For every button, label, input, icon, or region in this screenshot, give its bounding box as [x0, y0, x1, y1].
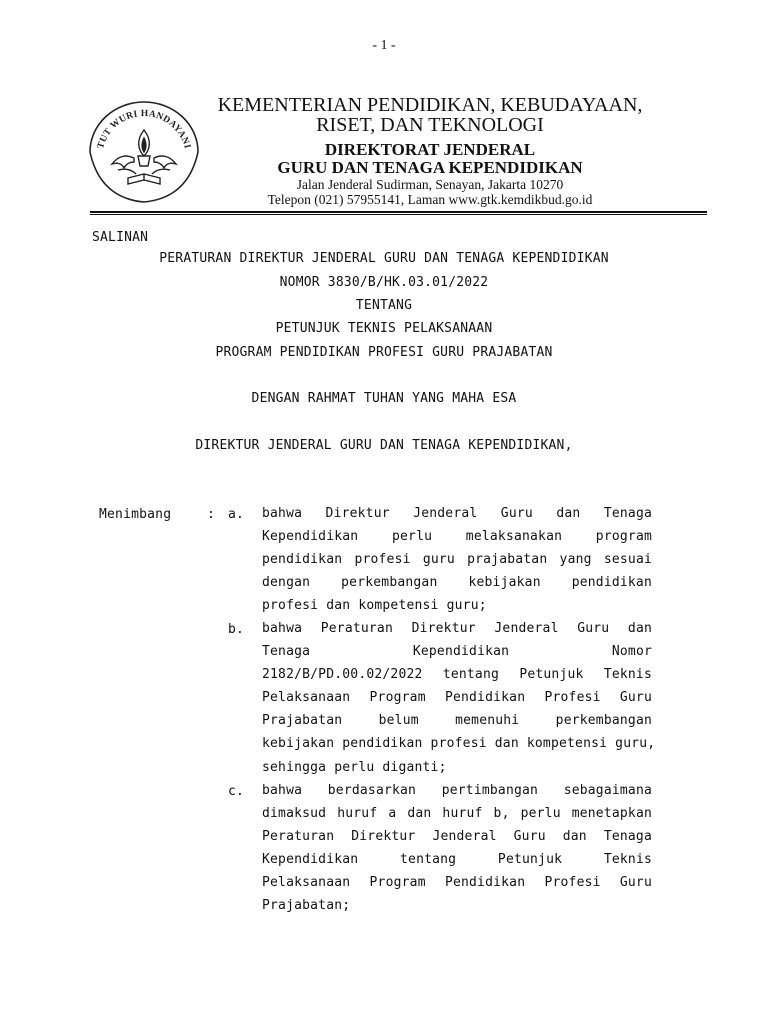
clause-line: Kependidikan tentang Petunjuk Teknis: [262, 852, 652, 868]
regulation-about: TENTANG: [355, 298, 413, 313]
menimbang-colon: :: [207, 507, 216, 522]
clause-line: bahwa berdasarkan pertimbangan sebagaimana: [262, 783, 652, 798]
clause-line: Peraturan Direktur Jenderal Guru dan Tenaga: [262, 829, 652, 845]
clause-line: dengan perkembangan kebijakan pendidikan: [262, 575, 652, 591]
clause-a-text: [262, 502, 652, 617]
clause-line: Pelaksanaan Program Pendidikan Profesi Guru: [262, 875, 652, 891]
page-number: - 1 -: [372, 38, 396, 53]
regulation-number: NOMOR 3830/B/HK.03.01/2022: [279, 275, 489, 290]
office-contact: Telepon (021) 57955141, Laman www.gtk.kemdikbud.go.id: [267, 192, 593, 207]
clause-line: pendidikan profesi guru prajabatan yang sesuai: [262, 552, 652, 568]
clause-line: Prajabatan;: [262, 898, 351, 914]
clause-line: Kependidikan perlu melaksanakan program: [262, 529, 652, 545]
clause-marker-a: a.: [228, 507, 245, 522]
clause-line: bahwa Peraturan Direktur Jenderal Guru dan: [262, 621, 652, 636]
clause-line: dimaksud huruf a dan huruf b, perlu menetapkan: [262, 806, 652, 822]
office-address: Jalan Jenderal Sudirman, Senayan, Jakarta 10270: [296, 177, 564, 192]
clause-line: Prajabatan belum memenuhi perkembangan: [262, 713, 652, 729]
ministry-name-line-2: RISET, DAN TEKNOLOGI: [316, 114, 544, 136]
regulation-title-line: PERATURAN DIREKTUR JENDERAL GURU DAN TENAGA KEPENDIDIKAN: [159, 251, 609, 266]
clause-line: bahwa Direktur Jenderal Guru dan Tenaga: [262, 506, 652, 521]
clause-marker-c: c.: [228, 784, 245, 799]
regulation-subject-line-1: PETUNJUK TEKNIS PELAKSANAAN: [275, 321, 493, 336]
tut-wuri-handayani-logo: [88, 100, 200, 204]
clause-b-text: [262, 617, 656, 779]
menimbang-label: Menimbang: [99, 507, 172, 522]
logo-motto-text: TUT WURI HANDAYANI: [96, 108, 192, 150]
clause-line: profesi dan kompetensi guru;: [262, 598, 487, 614]
copy-label: SALINAN: [92, 230, 149, 245]
directorate-name-line-2: GURU DAN TENAGA KEPENDIDIKAN: [277, 158, 583, 177]
clause-line: Tenaga Kependidikan Nomor: [262, 644, 652, 660]
clause-line: sehingga perlu diganti;: [262, 759, 447, 775]
clause-line: kebijakan pendidikan profesi dan kompetensi guru,: [262, 736, 656, 752]
clause-line: Pelaksanaan Program Pendidikan Profesi Guru: [262, 690, 652, 706]
clause-marker-b: b.: [228, 622, 245, 637]
letterhead-rule-thin: [90, 214, 707, 215]
ministry-name-line-1: KEMENTERIAN PENDIDIKAN, KEBUDAYAAN,: [217, 94, 643, 116]
invocation-line: DENGAN RAHMAT TUHAN YANG MAHA ESA: [251, 391, 517, 406]
regulation-subject-line-2: PROGRAM PENDIDIKAN PROFESI GURU PRAJABATAN: [215, 345, 553, 360]
directorate-name-line-1: DIREKTORAT JENDERAL: [324, 140, 536, 159]
clause-c-text: [262, 779, 652, 918]
issuer-line: DIREKTUR JENDERAL GURU DAN TENAGA KEPENDIDIKAN,: [195, 438, 573, 453]
clause-line: 2182/B/PD.00.02/2022 tentang Petunjuk Teknis: [262, 667, 652, 683]
letterhead-rule-thick: [90, 211, 707, 213]
